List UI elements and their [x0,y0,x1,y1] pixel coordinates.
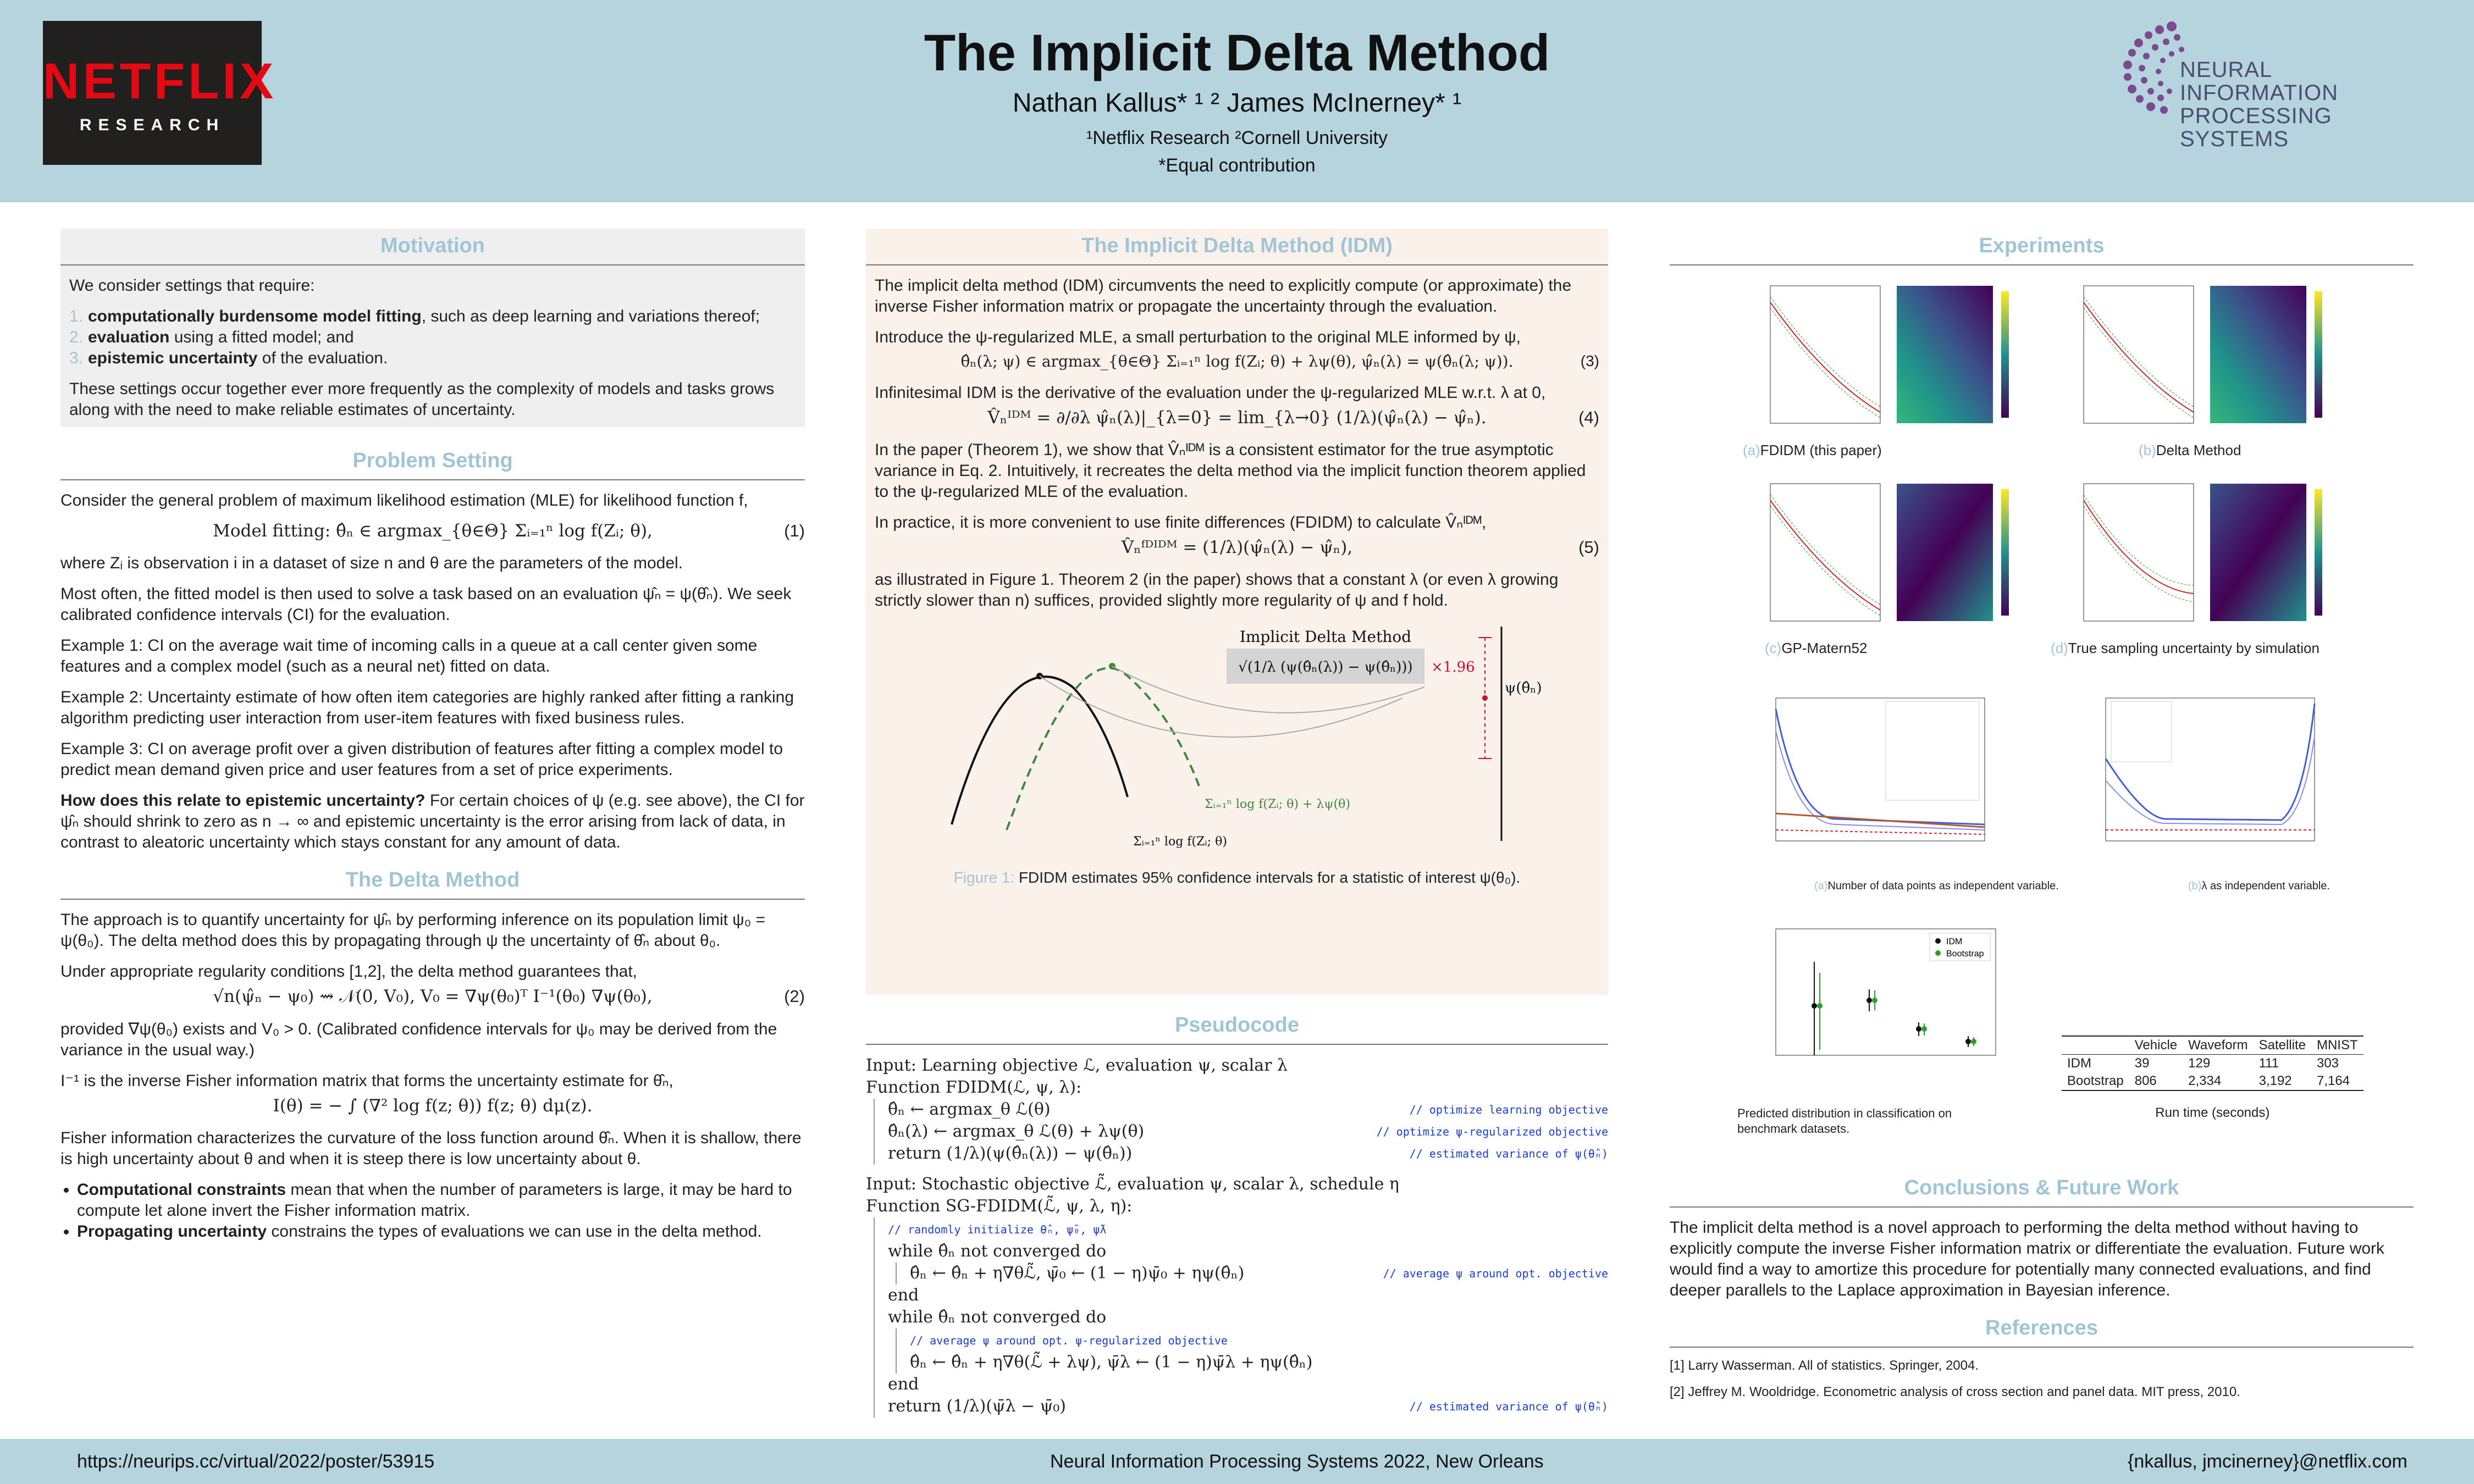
svg-text:(d)True sampling uncertainty b: (d)True sampling uncertainty by simulation [2051,640,2320,656]
netflix-wordmark: NETFLIX [43,53,277,109]
motivation-list [69,306,796,369]
regularized-curve-label: Σᵢ₌₁ⁿ log f(Zᵢ; θ) + λψ(θ) [1205,798,1350,811]
pseudocode-section [866,1008,1608,1417]
runtime-table-wrap [2062,1036,2363,1121]
svg-text:(a)FDIDM (this paper): (a)FDIDM (this paper) [1743,442,1882,458]
bullet-item: • Propagating uncertainty constrains the types of evaluations we can use in the delta method. [77,1221,805,1242]
table-row: Bootstrap 806 2,334 3,192 7,164 [2067,1073,2350,1088]
example-1: Example 1: CI on the average wait time of incoming calls in a queue at a call center given some features and a complex model (such as a neural net) fitted on data. [60,636,758,675]
poster-title: The Implicit Delta Method [924,24,1550,81]
venue-text: Neural Information Processing Systems 2022, New Orleans [1050,1451,1544,1472]
equation-4: V̂ₙᴵᴰᴹ = ∂/∂λ ψ̂ₙ(λ)|_{λ=0} = lim_{λ→0} (1/λ)(ψ̂ₙ(λ) − ψ̂ₙ). (4) [987,408,1599,428]
svg-text:(b)λ as independent variable.: (b)λ as independent variable. [2188,880,2330,892]
equation-3: θ̂ₙ(λ; ψ) ∈ argmax_{θ∈Θ} Σᵢ₌₁ⁿ log f(Zᵢ; θ) + λψ(θ), ψ̂ₙ(λ) = ψ(θ̂ₙ(λ; ψ)). (3) [960,352,1599,370]
reference-1: [1] Larry Wasserman. All of statistics. Springer, 2004. [1670,1358,1979,1373]
neurips-wordmark: NEURAL INFORMATION PROCESSING SYSTEMS [2180,58,2339,151]
authors: Nathan Kallus* ¹ ² James McInerney* ¹ [1012,88,1462,118]
svg-text:(b)Delta Method: (b)Delta Method [2139,442,2241,458]
motivation-section [60,229,805,427]
panel-d [2051,484,2322,656]
example-2: Example 2: Uncertainty estimate of how often item categories are highly ranked after fitting a ranking algorithm predicting user interaction from user-item features with fixed business rules. [60,688,794,727]
motivation-title: Motivation [60,229,805,265]
netflix-research-logo [43,21,277,165]
table-caption: Run time (seconds) [2155,1105,2270,1120]
idm-p1: The implicit delta method (IDM) circumvents the need to explicitly compute (or approximate) the inverse Fisher information matrix or propagate the uncertainty through the evaluation. [875,276,1572,315]
idm-p4: In the paper (Theorem 1), we show that V̂ₙᴵᴰᴹ is a consistent estimator for the true asymptotic variance in Eq. 2. Intuitively, it recreates the delta method via the implicit function theorem applied to the ψ-regularized MLE of the evaluation. [875,441,1586,501]
right-column [1670,229,2414,275]
contact-email-link[interactable]: {nkallus, jmcinerney}@netflix.com [2128,1451,2407,1472]
panel-c [1765,484,2009,656]
poster-url-link[interactable]: https://neurips.cc/virtual/2022/poster/53915 [77,1451,435,1472]
equation-1: Model fitting: θ̂ₙ ∈ argmax_{θ∈Θ} Σᵢ₌₁ⁿ log f(Zᵢ; θ), (1) [213,521,805,541]
figure-psi-label: ψ(θ̂ₙ) [1505,680,1542,696]
motivation-item: 3. epistemic uncertainty of the evaluation. [69,349,388,367]
problem-p2: where Zᵢ is observation i in a dataset of size n and θ are the parameters of the model. [60,554,683,572]
svg-text:(c)GP-Matern52: (c)GP-Matern52 [1765,640,1868,656]
neurips-dots-icon [2117,15,2188,125]
equation-2: √n(ψ̂ₙ − ψ₀) ⇝ 𝒩(0, V₀), V₀ = ∇ψ(θ₀)ᵀ I⁻¹(θ₀) ∇ψ(θ₀), (2) [213,987,805,1006]
idm-p3: Infinitesimal IDM is the derivative of the evaluation under the ψ-regularized MLE w.r.t. λ at 0, [875,384,1546,402]
legend-bootstrap: Bootstrap [1946,949,1984,959]
example-3: Example 3: CI on average profit over a given distribution of features after fitting a complex model to predict mean demand given price and user features from a set of price experiments. [60,740,783,779]
figure-1-caption: Figure 1: FDIDM estimates 95% confidence intervals for a statistic of interest ψ(θ₀). [953,869,1521,886]
motivation-intro: We consider settings that require: [69,276,315,295]
neurips-logo [2117,15,2425,151]
figure-1-diagram [875,621,1599,863]
motivation-item: 2. evaluation using a fitted model; and [69,328,354,346]
equation-5: V̂ₙᶠᴰᴵᴰᴹ = (1/λ)(ψ̂ₙ(λ) − ψ̂ₙ), (5) [1121,538,1599,557]
experiments-line-plots [1726,693,2353,896]
research-wordmark: RESEARCH [79,116,225,134]
plot-datapoints [1776,698,2059,892]
delta-p5: Fisher information characterizes the curvature of the loss function around θ̂ₙ. When it is shallow, there is high uncertainty about θ and when it is steep there is low uncertainty about θ. [60,1129,802,1168]
figure-times: ×1.96 [1431,659,1475,675]
table-row: IDM 39 129 111 303 [2067,1056,2339,1071]
panel-a [1743,286,2009,458]
idm-section [866,229,1608,995]
motivation-closing: These settings occur together ever more frequently as the complexity of models and tasks grows along with the need to make reliable estimates of uncertainty. [69,380,775,419]
experiments-grid [1732,280,2348,665]
header-bar [0,0,2474,202]
delta-p3: provided ∇ψ(θ₀) exists and V₀ > 0. (Calibrated confidence intervals for ψ₀ may be derived from the variance in the usual way.) [60,1020,777,1059]
runtime-table: Vehicle Waveform Satellite MNIST IDM 39 129 111 303 Bootstrap 806 2,334 3,192 7,164 [2062,1036,2363,1091]
fisher-equation: I(θ) = − ∫ (∇² log f(z; θ)) f(z; θ) dμ(z). [273,1096,593,1116]
idm-p2: Introduce the ψ-regularized MLE, a small perturbation to the original MLE informed by ψ, [875,328,1521,346]
plot-lambda [2106,698,2330,892]
figure-formula: √(1/λ (ψ(θ̂ₙ(λ)) − ψ(θ̂ₙ))) [1238,659,1413,675]
middle-column [866,229,1608,1417]
pseudocode-title: Pseudocode [866,1008,1608,1045]
equal-contribution-note: *Equal contribution [1158,155,1316,176]
likelihood-curve-label: Σᵢ₌₁ⁿ log f(Zᵢ; θ) [1133,835,1227,849]
references-title: References [1670,1311,2414,1348]
idm-title: The Implicit Delta Method (IDM) [866,229,1608,265]
footer-bar [0,1439,2474,1484]
idm-p5: In practice, it is more convenient to use finite differences (FDIDM) to calculate V̂ₙᴵᴰᴹ, [875,513,1487,531]
delta-section [60,863,805,1242]
delta-p1: The approach is to quantify uncertainty for ψ̂ₙ by performing inference on its population limit ψ₀ = ψ(θ₀). The delta method does this by propagating through ψ the uncertainty of θ̂ₙ about θ₀. [60,911,766,950]
problem-title: Problem Setting [60,444,805,480]
delta-title: The Delta Method [60,863,805,900]
affiliations: ¹Netflix Research ²Cornell University [1086,128,1388,148]
fdidm-algorithm: Input: Learning objective ℒ, evaluation ψ, scalar λ Function FDIDM(ℒ, ψ, λ): θ̂ₙ ← argmax_θ ℒ(θ) // optimize learning objective θ̂ₙ(λ) ← argmax_θ ℒ(θ) + λψ(θ) // optimize ψ-regularized objective return (1/λ)(ψ(θ̂ₙ(λ)) − ψ(θ̂ₙ)) // estimated variance of ψ(θ̂ₙ) [866,1055,1608,1165]
problem-p3: Most often, the fitted model is then used to solve a task based on an evaluation ψ̂ₙ = ψ(θ̂ₙ). We seek calibrated confidence intervals (CI) for the evaluation. [60,585,792,624]
classification-caption: Predicted distribution in classification on benchmark datasets. [1737,1106,1952,1136]
panel-b [2084,286,2322,458]
left-column [60,229,805,1242]
conclusions-title: Conclusions & Future Work [1670,1171,2414,1208]
legend-idm: IDM [1946,937,1963,946]
bullet-item: • Computational constraints mean that when the number of parameters is large, it may be hard to compute let alone invert the Fisher information matrix. [77,1180,805,1221]
problem-intro: Consider the general problem of maximum likelihood estimation (MLE) for likelihood function f, [60,491,748,510]
svg-text:(a)Number of data points as in: (a)Number of data points as independent variable. [1814,880,2059,892]
idm-p6: as illustrated in Figure 1. Theorem 2 (in the paper) shows that a constant λ (or even λ growing strictly slower than n) suffices, provided slightly more regularity of ψ and f hold. [875,571,1559,610]
delta-p4: I⁻¹ is the inverse Fisher information matrix that forms the uncertainty estimate for θ̂ₙ, [60,1072,673,1090]
delta-p2: Under appropriate regularity conditions [1,2], the delta method guarantees that, [60,962,637,981]
conclusions-text: The implicit delta method is a novel approach to performing the delta method without having to explicitly compute the inverse Fisher information matrix or differentiate the evaluation. Future work would find a way to amortize this procedure for potentially many connected evaluations, and find deeper parallels to the Laplace approximation in Bayesian inference. [1670,1219,2385,1299]
reference-2: [2] Jeffrey M. Wooldridge. Econometric analysis of cross section and panel data. MIT press, 2010. [1670,1385,2240,1399]
conclusions-section [1670,1171,2414,1410]
epistemic-question: How does this relate to epistemic uncertainty? For certain choices of ψ (e.g. see above), the CI for ψ̂ₙ should shrink to zero as n → ∞ and epistemic uncertainty is the error arising from lack of data, in contrast to aleatoric uncertainty which stays constant for any amount of data. [60,791,805,851]
motivation-item: 1. computationally burdensome model fitting, such as deep learning and variations thereof; [69,307,760,325]
sg-fdidm-algorithm: Input: Stochastic objective ℒ̃, evaluation ψ, scalar λ, schedule η Function SG-FDIDM(ℒ̃, ψ, λ, η): // randomly initialize θ̂ₙ, ψ̄₀, ψ̄λ while θ̂ₙ not converged do θ̂ₙ ← θ̂ₙ + η∇θℒ̃, ψ̄₀ ← (1 − η)ψ̄₀ + ηψ(θ̂ₙ) // average ψ around opt. objective end while θ̂ₙ not converged do // average ψ around opt. ψ-regularized objective θ̂ₙ ← θ̂ₙ + η∇θ(ℒ̃ + λψ), ψ̄λ ← (1 − η)ψ̄λ + ηψ(θ̂ₙ) end return (1/λ)(ψ̄λ − ψ̄₀) // estimated variance of ψ(θ̂ₙ) [866,1173,1608,1417]
experiments-title: Experiments [1670,229,2414,265]
figure-title: Implicit Delta Method [1239,628,1412,646]
delta-bullets [60,1180,805,1242]
problem-section [60,444,805,853]
